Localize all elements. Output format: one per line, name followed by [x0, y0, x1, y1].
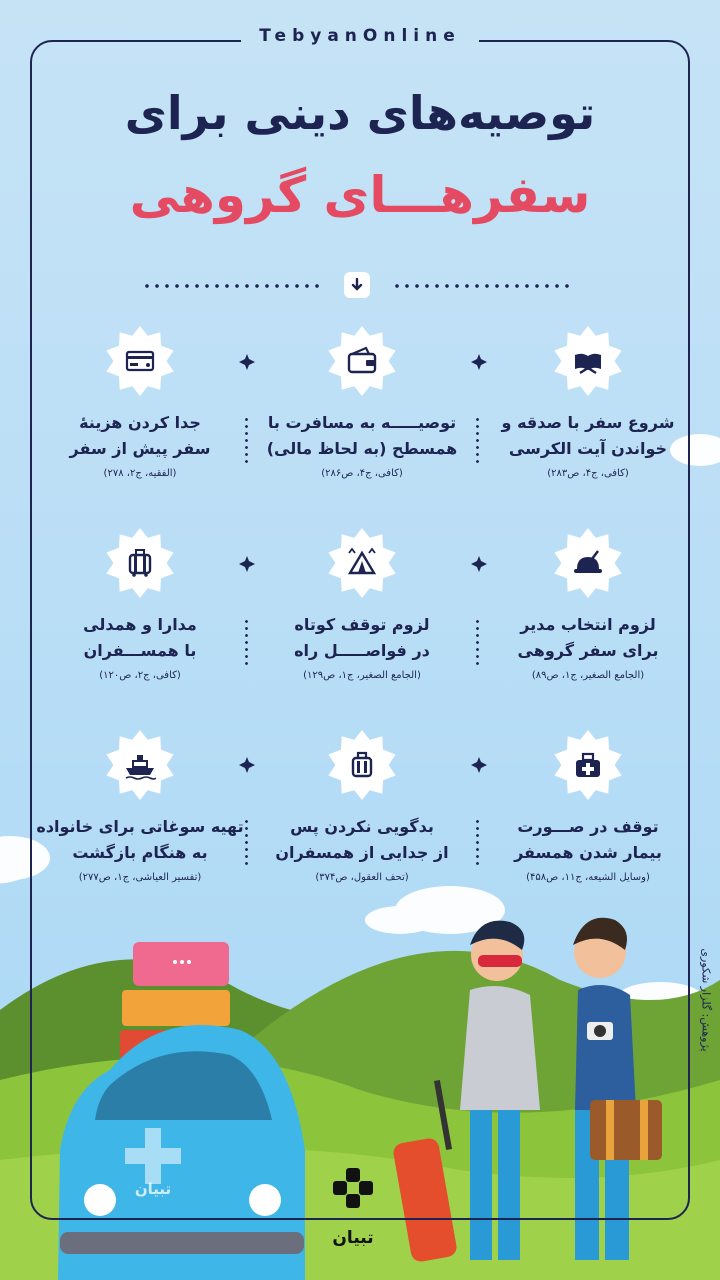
dotted-separator	[245, 416, 248, 464]
item-source: (الفقیه، ج۲، ۲۷۸)	[103, 468, 177, 479]
icon-badge	[105, 528, 175, 598]
wallet-icon	[346, 345, 378, 377]
item-text-line2: در فواصـــــل راه	[294, 641, 430, 660]
dotted-separator	[245, 818, 248, 866]
quran-book-icon	[572, 345, 604, 377]
title-line-1: توصیه‌های دینی برای	[124, 86, 596, 140]
star-separator-icon	[239, 354, 255, 370]
item-text-line2: برای سفر گروهی	[517, 641, 659, 660]
hat-icon	[572, 547, 604, 579]
dotted-separator	[476, 818, 479, 866]
item-source: (تفسیر العیاشی، ج۱، ص۲۷۷)	[78, 872, 202, 883]
icon-badge	[327, 730, 397, 800]
item-source: (کافی، ج۲، ص۱۲۰)	[99, 670, 181, 681]
star-separator-icon	[239, 757, 255, 773]
item-text-line1: جدا کردن هزینۀ	[79, 413, 201, 432]
icon-badge	[327, 326, 397, 396]
item-text-line1: شروع سفر با صدقه و	[501, 413, 675, 432]
item-card	[478, 730, 698, 883]
suitcase-icon	[346, 749, 378, 781]
item-source: (الجامع الصغیر، ج۱، ص۱۲۹)	[303, 670, 421, 681]
item-text-line1: توقف در صـــورت	[517, 817, 659, 836]
star-separator-icon	[471, 354, 487, 370]
icon-badge	[553, 326, 623, 396]
item-text-line2: همسطح (به لحاظ مالی)	[266, 439, 458, 458]
ship-icon	[124, 749, 156, 781]
star-separator-icon	[471, 757, 487, 773]
item-card	[478, 528, 698, 681]
star-separator-icon	[471, 556, 487, 572]
item-source: (الجامع الصغیر، ج۱، ص۸۹)	[531, 670, 645, 681]
icon-badge	[105, 730, 175, 800]
item-card	[478, 326, 698, 479]
item-text-line2: بیمار شدن همسفر	[514, 843, 662, 862]
dotted-separator	[476, 618, 479, 666]
item-card	[252, 326, 472, 479]
item-text-line1: لزوم انتخاب مدیر	[520, 615, 656, 634]
dotted-separator	[245, 618, 248, 666]
logo-text: تبیان	[332, 1228, 374, 1248]
dotted-divider-right	[392, 284, 572, 288]
item-text-line2: خواندن آیت الکرسی	[508, 439, 668, 458]
item-card	[252, 528, 472, 681]
dotted-divider-left	[142, 284, 322, 288]
item-source: (کافی، ج۴، ص۲۸۳)	[547, 468, 629, 479]
icon-badge	[327, 528, 397, 598]
item-source: (کافی، ج۴، ص۲۸۶)	[321, 468, 403, 479]
luggage-icon	[124, 547, 156, 579]
medical-bag-icon	[572, 749, 604, 781]
item-card	[30, 730, 250, 883]
research-credit: پژوهش: گلزار شکوری	[699, 948, 713, 1052]
icon-badge	[553, 528, 623, 598]
item-card	[252, 730, 472, 883]
item-text-line2: از جدایی از همسفران	[275, 843, 449, 862]
watermark-text: تبیان	[134, 1180, 172, 1198]
icon-badge	[553, 730, 623, 800]
dotted-separator	[476, 416, 479, 464]
item-source: (وسایل الشیعه، ج۱۱، ص۴۵۸)	[526, 872, 650, 883]
icon-badge	[105, 326, 175, 396]
credit-card-icon	[124, 345, 156, 377]
item-text-line2: با همســـفران	[83, 641, 197, 660]
arrow-down-icon	[344, 272, 370, 298]
item-text-line2: سفر پیش از سفر	[69, 439, 211, 458]
item-text-line1: لزوم توقف کوتاه	[294, 615, 430, 634]
tent-icon	[346, 547, 378, 579]
item-card	[30, 528, 250, 681]
title-line-2: سفرهـــای گروهی	[129, 166, 591, 224]
item-source: (تحف العقول، ص۳۷۴)	[315, 872, 409, 883]
star-separator-icon	[239, 556, 255, 572]
item-text-line1: توصیـــــه به مسافرت با	[267, 413, 457, 432]
brand-label: TebyanOnline	[0, 26, 720, 46]
item-text-line1: مدارا و همدلی	[83, 615, 197, 634]
item-card	[30, 326, 250, 479]
item-text-line1: تهیه سوغاتی برای خانواده	[36, 817, 244, 836]
item-text-line2: به هنگام بازگشت	[72, 843, 208, 862]
item-text-line1: بدگویی نکردن پس	[290, 817, 434, 836]
